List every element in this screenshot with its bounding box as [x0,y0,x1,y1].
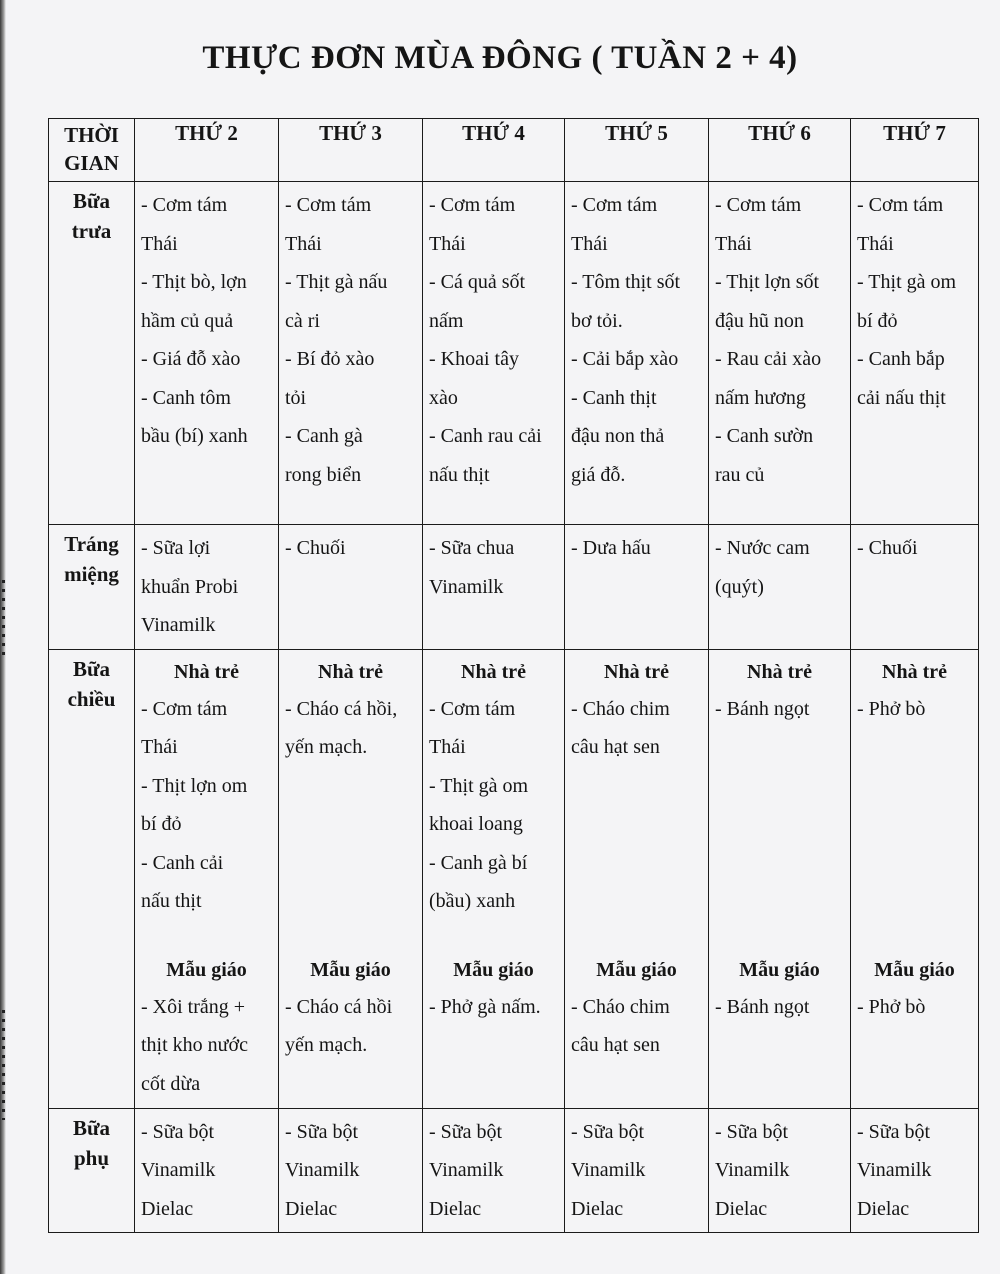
menu-item-line: - Rau cải xào [715,348,822,370]
nursery-label: Nhà trẻ [318,660,383,683]
menu-item-line: - Khoai tây [429,348,519,370]
kindergarten-label: Mẫu giáo [166,958,247,981]
menu-item-line: Thái [429,736,466,758]
menu-item-line: Thái [141,232,178,255]
menu-item-line: Thái [571,232,608,255]
menu-item-line: Thái [141,736,178,758]
menu-item-line: Thái [285,232,322,255]
kindergarten-group [715,952,844,1027]
day-header: THỨ 4 [423,119,565,182]
menu-item-line: - Sữa bột [141,1120,215,1143]
menu-item-line: bầu (bí) xanh [141,425,248,447]
menu-item-line: Dielac [857,1197,910,1220]
menu-cell [423,182,565,525]
menu-item-line: - Cơm tám [429,194,516,216]
afternoon-cell [423,649,565,1108]
menu-item-line: - Phở bò [857,697,926,720]
kindergarten-group [857,952,972,1027]
time-header [49,119,135,182]
menu-item-line: - Cháo cá hồi [285,995,393,1018]
menu-item-line: - Cơm tám [429,697,516,720]
kindergarten-label: Mẫu giáo [739,958,820,981]
menu-item-line: - Cá quả sốt [429,271,526,293]
menu-item-line: - Chuối [285,537,346,559]
page-edge-marks [2,580,5,660]
nursery-group [141,654,272,924]
meal-label-line: phụ [73,1145,110,1170]
menu-cell [279,525,423,650]
day-header: THỨ 6 [709,119,851,182]
nursery-label: Nhà trẻ [747,660,812,683]
day-header: THỨ 7 [851,119,979,182]
menu-item-line: - Canh cải [141,851,224,874]
dessert-row [49,525,979,650]
menu-cell [851,182,979,525]
menu-item-line: yến mạch. [285,1034,368,1056]
menu-item-line: - Sữa bột [285,1120,359,1143]
menu-item-line: đậu hũ non [715,309,804,332]
meal-label-line: miệng [64,562,119,586]
meal-label-line: Bữa [72,1115,111,1140]
menu-cell [709,1108,851,1233]
menu-item-line: nấu thịt [429,463,490,486]
menu-cell [709,182,851,525]
menu-item-line: - Cơm tám [571,194,658,216]
menu-item-line: câu hạt sen [571,736,660,758]
menu-item-line: - Bánh ngọt [715,697,810,720]
day-header: THỨ 5 [565,119,709,182]
menu-item-line: - Canh gà bí [429,851,528,874]
menu-item-line: - Sữa bột [857,1120,931,1143]
menu-item-line: câu hạt sen [571,1034,660,1056]
menu-item-line: - Thịt gà om [429,774,529,797]
nursery-group [715,654,844,924]
menu-item-line: Vinamilk [857,1159,932,1181]
menu-item-line: thịt kho nước [141,1034,248,1056]
menu-item-line: Dielac [715,1197,768,1220]
menu-cell [135,1108,279,1233]
menu-cell [423,525,565,650]
nursery-label: Nhà trẻ [882,660,947,683]
meal-label [49,525,135,650]
menu-item-line: Thái [715,232,752,255]
menu-item-line: - Nước cam [715,537,810,559]
menu-item-line: cà ri [285,309,320,332]
lunch-row [49,182,979,525]
menu-item-line: - Cơm tám [285,194,372,216]
kindergarten-group [429,952,558,1027]
page-edge-marks [2,1010,5,1120]
menu-item-line: xào [429,386,458,409]
menu-cell [135,182,279,525]
menu-item-line: khuẩn Probi [141,575,239,598]
time-header-line: GIAN [64,151,119,175]
nursery-group [857,654,972,924]
menu-item-line: - Canh bắp [857,348,945,370]
menu-item-line: Dielac [141,1197,194,1220]
menu-cell [851,525,979,650]
kindergarten-label: Mẫu giáo [874,958,955,981]
menu-item-line: Dielac [285,1197,338,1220]
menu-item-line: - Chuối [857,537,918,559]
header-row [49,119,979,182]
menu-cell [135,525,279,650]
menu-cell [709,525,851,650]
menu-item-line: - Tôm thịt sốt [571,271,681,293]
afternoon-cell [279,649,423,1108]
menu-item-line: - Cơm tám [141,697,228,720]
menu-item-line: - Cháo chim [571,697,670,720]
menu-item-line: - Thịt lợn sốt [715,271,820,293]
nursery-group [285,654,416,924]
meal-label [49,182,135,525]
menu-cell [851,1108,979,1233]
menu-cell [565,182,709,525]
menu-item-line: (bầu) xanh [429,890,516,912]
menu-item-line: - Thịt gà nấu [285,271,388,293]
menu-item-line: Vinamilk [141,1159,216,1181]
menu-item-line: nấu thịt [141,890,202,912]
menu-item-line: - Sữa bột [715,1120,789,1143]
afternoon-cell [565,649,709,1108]
kindergarten-group [141,952,272,1104]
menu-item-line: rau củ [715,463,765,486]
menu-item-line: - Cơm tám [715,194,802,216]
menu-item-line: bí đỏ [857,309,898,332]
menu-item-line: Vinamilk [429,575,504,598]
kindergarten-group [285,952,416,1065]
menu-item-line: - Thịt gà om [857,271,957,293]
menu-item-line: - Cháo cá hồi, [285,697,398,720]
menu-item-line: Thái [857,232,894,255]
day-header: THỨ 2 [135,119,279,182]
menu-item-line: - Canh rau cải [429,425,542,447]
kindergarten-label: Mẫu giáo [310,958,391,981]
menu-item-line: cốt dừa [141,1072,201,1095]
menu-item-line: Dielac [429,1197,482,1220]
menu-item-line: Vinamilk [429,1159,504,1181]
menu-item-line: - Canh sườn [715,425,814,447]
menu-item-line: nấm [429,309,464,332]
menu-item-line: Vinamilk [715,1159,790,1181]
menu-item-line: đậu non thả [571,425,665,447]
menu-item-line: - Canh tôm [141,386,231,409]
day-header: THỨ 3 [279,119,423,182]
menu-item-line: bí đỏ [141,813,182,835]
menu-item-line: tỏi [285,386,307,409]
time-header-line: THỜI [64,123,119,147]
menu-item-line: - Cơm tám [141,194,228,216]
snack-row [49,1108,979,1233]
meal-label [49,649,135,1108]
menu-item-line: - Cơm tám [857,194,944,216]
meal-label [49,1108,135,1233]
menu-item-line: - Sữa chua [429,537,515,559]
menu-item-line: nấm hương [715,386,806,409]
menu-item-line: - Phở gà nấm. [429,995,541,1018]
menu-item-line: Vinamilk [285,1159,360,1181]
meal-label-line: Bữa [72,656,111,681]
meal-label-line: Tráng [64,532,119,556]
menu-cell [423,1108,565,1233]
menu-item-line: - Canh gà [285,425,363,447]
menu-item-line: - Cháo chim [571,995,670,1018]
menu-item-line: yến mạch. [285,736,368,758]
menu-item-line: (quýt) [715,575,764,598]
nursery-group [571,654,702,924]
menu-item-line: hầm củ quả [141,309,234,332]
meal-label-line: trưa [71,219,112,243]
menu-item-line: - Thịt bò, lợn [141,271,247,293]
afternoon-cell [135,649,279,1108]
menu-item-line: - Thịt lợn om [141,774,248,797]
kindergarten-label: Mẫu giáo [596,958,677,981]
meal-label-line: chiều [67,686,116,711]
menu-cell [279,1108,423,1233]
menu-cell [279,182,423,525]
menu-cell [565,525,709,650]
menu-item-line: Thái [429,232,466,255]
kindergarten-label: Mẫu giáo [453,958,534,981]
menu-item-line: - Xôi trắng + [141,995,246,1018]
menu-item-line: - Bánh ngọt [715,995,810,1018]
menu-item-line: khoai loang [429,813,523,835]
nursery-group [429,654,558,924]
menu-item-line: Vinamilk [141,614,216,636]
menu-cell [565,1108,709,1233]
menu-item-line: Vinamilk [571,1159,646,1181]
nursery-label: Nhà trẻ [604,660,669,683]
meal-label-line: Bữa [72,189,111,213]
menu-item-line: - Sữa lợi [141,537,211,559]
afternoon-cell [709,649,851,1108]
menu-item-line: - Bí đỏ xào [285,348,375,370]
menu-item-line: - Cải bắp xào [571,348,679,370]
nursery-label: Nhà trẻ [174,660,239,683]
menu-item-line: Dielac [571,1197,624,1220]
menu-item-line: - Sữa bột [571,1120,645,1143]
menu-item-line: rong biển [285,463,362,486]
menu-item-line: bơ tỏi. [571,309,623,332]
menu-item-line: - Canh thịt [571,386,657,409]
menu-table [48,118,979,1233]
afternoon-cell [851,649,979,1108]
afternoon-row [49,649,979,1108]
menu-item-line: cải nấu thịt [857,386,946,409]
menu-item-line: - Phở bò [857,995,926,1018]
menu-item-line: - Giá đỗ xào [141,348,241,370]
menu-item-line: giá đỗ. [571,463,626,486]
nursery-label: Nhà trẻ [461,660,526,683]
menu-item-line: - Sữa bột [429,1120,503,1143]
page-title: THỰC ĐƠN MÙA ĐÔNG ( TUẦN 2 + 4) [202,40,798,76]
menu-item-line: - Dưa hấu [571,537,651,559]
kindergarten-group [571,952,702,1065]
